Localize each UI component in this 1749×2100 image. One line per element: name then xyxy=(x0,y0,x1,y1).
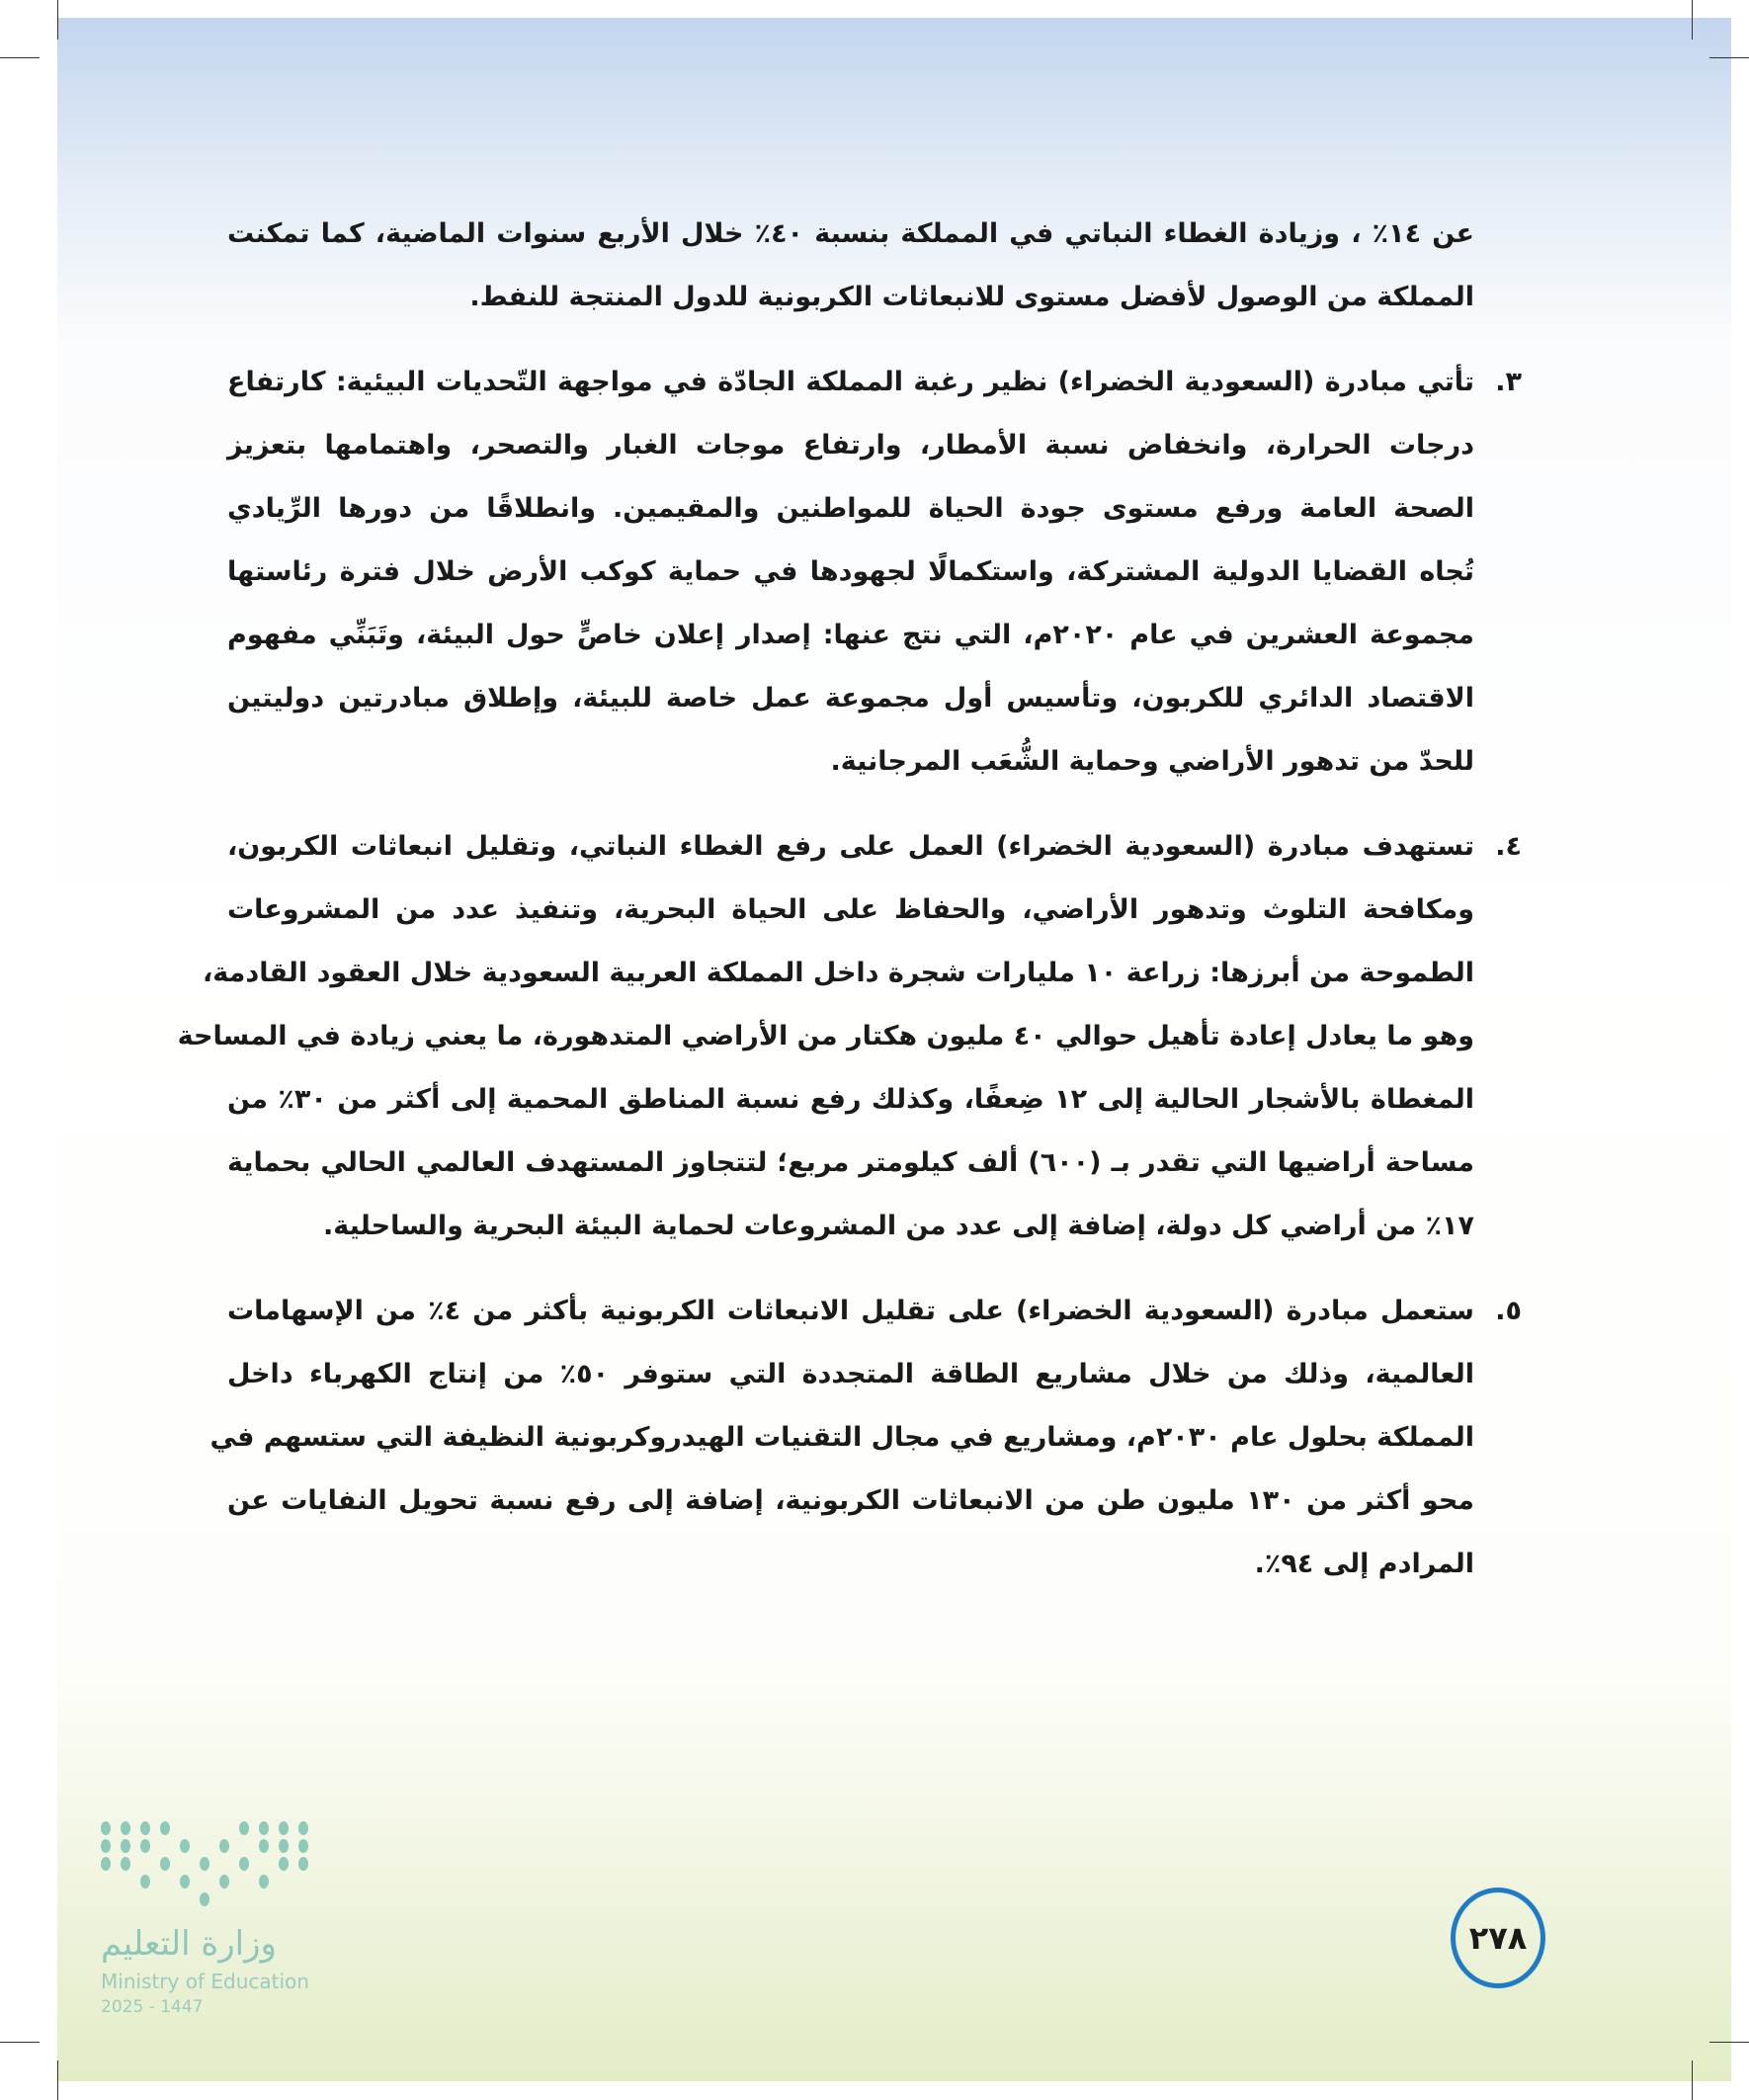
logo-dot xyxy=(180,1875,190,1889)
logo-dot xyxy=(200,1857,209,1871)
text-line: ومكافحة التلوث وتدهور الأراضي، والحفاظ على الحياة البحرية، وتنفيذ عدد من المشروعات xyxy=(227,894,1474,925)
text-line: تستهدف مبادرة (السعودية الخضراء) العمل على رفع الغطاء النباتي، وتقليل انبعاثات الكربون، xyxy=(227,831,1474,862)
paragraph xyxy=(209,1280,1522,1596)
text-line: المملكة من الوصول لأفضل مستوى للانبعاثات الكربونية للدول المنتجة للنفط. xyxy=(469,282,1474,312)
logo-dot xyxy=(160,1821,170,1835)
text-line: الاقتصاد الدائري للكربون، وتأسيس أول مجموعة عمل خاصة للبيئة، وإطلاق مبادرتين دوليتين xyxy=(227,683,1474,714)
logo-dot xyxy=(259,1821,269,1835)
logo-dot xyxy=(101,1857,111,1871)
logo-dot xyxy=(121,1839,130,1853)
crop-mark xyxy=(1692,2060,1693,2100)
logo-dot xyxy=(160,1857,170,1871)
logo-dots-icon xyxy=(101,1821,318,1906)
crop-mark xyxy=(1709,57,1749,58)
text-line: للحدّ من تدهور الأراضي وحماية الشُّعَب المرجانية. xyxy=(830,746,1474,777)
text-line: الطموحة من أبرزها: زراعة ١٠ مليارات شجرة داخل المملكة العربية السعودية خلال العقود القادمة، xyxy=(203,958,1474,988)
logo-dot xyxy=(121,1857,130,1871)
crop-mark xyxy=(0,57,40,58)
text-line: محو أكثر من ١٣٠ مليون طن من الانبعاثات الكربونية، إضافة إلى رفع نسبة تحويل النفايات عن xyxy=(227,1485,1474,1516)
logo-dot xyxy=(140,1821,150,1835)
crop-mark xyxy=(1709,2042,1749,2043)
text-line: المملكة بحلول عام ٢٠٣٠م، ومشاريع في مجال التقنيات الهيدروكربونية النظيفة التي ستسهم في xyxy=(209,1422,1474,1453)
text-line: ستعمل مبادرة (السعودية الخضراء) على تقليل الانبعاثات الكربونية بأكثر من ٤٪ من الإسهامات xyxy=(227,1296,1474,1326)
crop-mark xyxy=(57,0,58,40)
logo-dot xyxy=(140,1839,150,1853)
text-line: تُجاه القضايا الدولية المشتركة، واستكمالًا لجهودها في حماية كوكب الأرض خلال فترة رئاستها xyxy=(227,556,1474,587)
text-line: المرادم إلى ٩٤٪. xyxy=(1254,1549,1474,1579)
logo-dot xyxy=(239,1857,249,1871)
crop-mark xyxy=(1692,0,1693,40)
logo-dot xyxy=(219,1875,229,1889)
text-line: درجات الحرارة، وانخفاض نسبة الأمطار، وارتفاع موجات الغبار والتصحر، واهتمامها بتعزيز xyxy=(227,430,1474,461)
logo-dot xyxy=(279,1857,289,1871)
logo-arabic-text: وزارة التعليم xyxy=(101,1924,277,1964)
ministry-logo xyxy=(101,1821,318,2017)
text-line: العالمية، وذلك من خلال مشاريع الطاقة المتجددة التي ستوفر ٥٠٪ من إنتاج الكهرباء داخل xyxy=(227,1359,1474,1389)
logo-dot xyxy=(298,1821,308,1835)
logo-dot xyxy=(298,1839,308,1853)
logo-english-text: Ministry of Education xyxy=(101,1970,309,1993)
logo-dot xyxy=(279,1839,289,1853)
list-number: ٥. xyxy=(1495,1296,1522,1326)
logo-dot xyxy=(298,1857,308,1871)
logo-dot xyxy=(279,1821,289,1835)
text-line: ١٧٪ من أراضي كل دولة، إضافة إلى عدد من المشروعات لحماية البيئة البحرية والساحلية. xyxy=(322,1211,1474,1241)
logo-dot xyxy=(101,1839,111,1853)
text-line: وهو ما يعادل إعادة تأهيل حوالي ٤٠ مليون هكتار من الأراضي المتدهورة، ما يعني زيادة في المساحة xyxy=(177,1021,1474,1051)
list-number: ٣. xyxy=(1495,367,1522,397)
paragraph xyxy=(227,203,1474,329)
logo-dot xyxy=(121,1821,130,1835)
text-line: المغطاة بالأشجار الحالية إلى ١٢ ضِعفًا، وكذلك رفع نسبة المناطق المحمية إلى أكثر من ٣٠٪ من xyxy=(227,1084,1474,1115)
text-line: تأتي مبادرة (السعودية الخضراء) نظير رغبة المملكة الجادّة في مواجهة التّحديات البيئية: كارتفاع xyxy=(227,367,1474,397)
text-line: مجموعة العشرين في عام ٢٠٢٠م، التي نتج عنها: إصدار إعلان خاصٍّ حول البيئة، وتَبَنِّي مفهوم xyxy=(227,620,1474,650)
crop-mark xyxy=(0,2042,40,2043)
logo-year-text: 2025 - 1447 xyxy=(101,1997,204,2017)
logo-dot xyxy=(101,1821,111,1835)
crop-mark xyxy=(57,2060,58,2100)
logo-dot xyxy=(140,1875,150,1889)
text-line: عن ١٤٪ ، وزيادة الغطاء النباتي في المملكة بنسبة ٤٠٪ خلال الأربع سنوات الماضية، كما تمكنت xyxy=(227,218,1474,249)
logo-dot xyxy=(200,1892,209,1906)
body-text xyxy=(177,203,1522,1618)
text-line: الصحة العامة ورفع مستوى جودة الحياة للمواطنين والمقيمين. وانطلاقًا من دورها الرِّيادي xyxy=(227,493,1474,524)
paragraph xyxy=(227,351,1522,794)
list-number: ٤. xyxy=(1495,831,1522,862)
logo-dot xyxy=(180,1839,190,1853)
logo-dot xyxy=(219,1839,229,1853)
logo-dot xyxy=(259,1839,269,1853)
text-line: مساحة أراضيها التي تقدر بـ (٦٠٠) ألف كيلومتر مربع؛ لتتجاوز المستهدف العالمي الحالي بحماية xyxy=(227,1147,1475,1178)
logo-dot xyxy=(259,1875,269,1889)
page-number: ٢٧٨ xyxy=(1451,1888,1545,1988)
logo-dot xyxy=(239,1821,249,1835)
paragraph xyxy=(177,815,1522,1258)
